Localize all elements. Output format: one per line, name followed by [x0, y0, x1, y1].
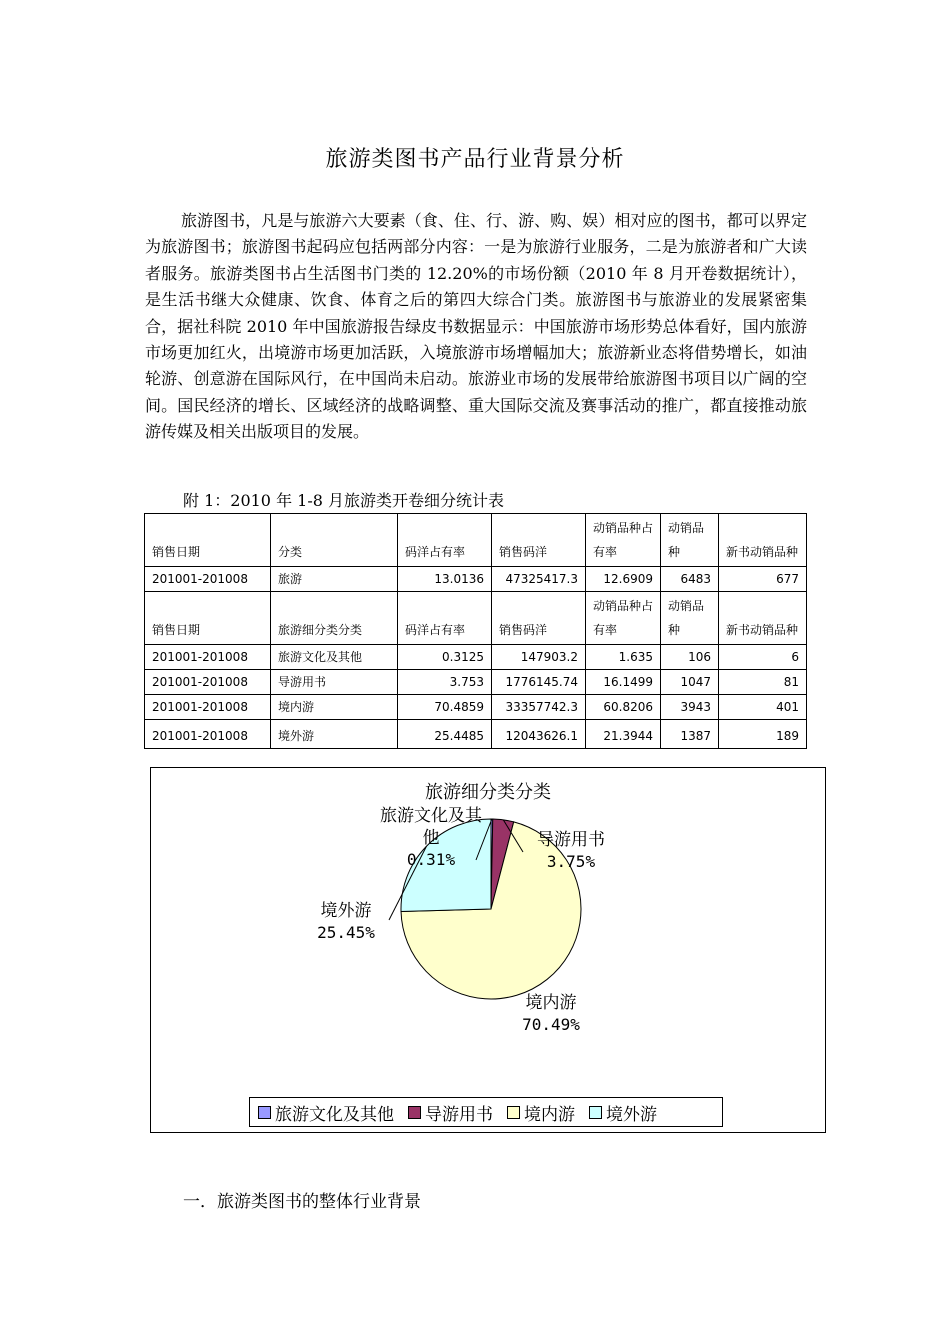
table-caption: 附 1：2010 年 1-8 月旅游类开卷细分统计表: [183, 491, 505, 510]
table-cell: 60.8206: [586, 695, 661, 720]
table-cell: 12043626.1: [492, 720, 586, 749]
table-cell: 81: [719, 670, 807, 695]
table-cell: 201001-201008: [145, 645, 271, 670]
table-cell: 1047: [661, 670, 719, 695]
data-label-culture-value: 0.31%: [406, 850, 456, 869]
legend-swatch: [589, 1106, 602, 1119]
data-label-abroad-value: 25.45%: [317, 923, 375, 942]
legend-swatch: [507, 1106, 520, 1119]
table-cell: 境外游: [271, 720, 398, 749]
header-cell: 销售码洋: [492, 514, 586, 567]
table-cell: 21.3944: [586, 720, 661, 749]
legend-label: 境内游: [524, 1104, 575, 1125]
chart-legend: [249, 1097, 723, 1127]
header-cell: 动销品种占有率: [586, 592, 661, 645]
intro-paragraph: 旅游图书，凡是与旅游六大要素（食、住、行、游、购、娱）相对应的图书，都可以界定为旅游图书；旅游图书起码应包括两部分内容：一是为旅游行业服务，二是为旅游者和广大读者服务。旅游类图书占生活图书门类的 12.20%的市场份额（2010 年 8 月开卷数据统计），是生活书继大众健康、饮食、体育之后的第四大综合门类。旅游图书与旅游业的发展紧密集合，据社科院 2010 年中国旅游报告绿皮书数据显示：中国旅游市场形势总体看好，国内旅游市场更加红火，出境游市场更加活跃，入境旅游市场增幅加大；旅游新业态将借势增长，如油轮游、创意游在国际风行，在中国尚未启动。旅游业市场的发展带给旅游图书项目以广阔的空间。国民经济的增长、区域经济的战略调整、重大国际交流及赛事活动的推广，都直接推动旅游传媒及相关出版项目的发展。: [145, 211, 807, 442]
legend-item: [507, 1100, 575, 1125]
stats-table: [144, 513, 807, 749]
table-cell: 147903.2: [492, 645, 586, 670]
data-label-culture-name-cont: 他: [422, 828, 440, 848]
header-cell: 码洋占有率: [398, 514, 492, 567]
table-cell: 6: [719, 645, 807, 670]
table-cell: 33357742.3: [492, 695, 586, 720]
legend-item: [258, 1100, 394, 1125]
header-cell: 动销品种占有率: [586, 514, 661, 567]
table-cell: 201001-201008: [145, 695, 271, 720]
table-cell: 25.4485: [398, 720, 492, 749]
legend-swatch: [408, 1106, 421, 1119]
table-row: [145, 567, 807, 592]
legend-label: 旅游文化及其他: [275, 1104, 394, 1125]
table-cell: 201001-201008: [145, 720, 271, 749]
table-cell: 0.3125: [398, 645, 492, 670]
data-label-guide-name: 导游用书: [537, 830, 605, 850]
table-row: [145, 645, 807, 670]
data-label-abroad: [306, 900, 386, 944]
table-cell: 境内游: [271, 695, 398, 720]
data-label-guide: [516, 829, 626, 873]
data-label-domestic-name: 境内游: [525, 993, 577, 1013]
legend-label: 境外游: [606, 1104, 657, 1125]
data-label-culture-name: 旅游文化及其: [380, 806, 482, 826]
table-cell: 70.4859: [398, 695, 492, 720]
table-row: [145, 720, 807, 749]
data-label-domestic: [511, 992, 591, 1036]
table-row: [145, 695, 807, 720]
table-cell: 1387: [661, 720, 719, 749]
table-cell: 13.0136: [398, 567, 492, 592]
header-cell: 动销品种: [661, 514, 719, 567]
data-label-abroad-name: 境外游: [320, 901, 372, 921]
table-cell: 1.635: [586, 645, 661, 670]
table-cell: 6483: [661, 567, 719, 592]
table-cell: 导游用书: [271, 670, 398, 695]
header-cell: 码洋占有率: [398, 592, 492, 645]
table-header-row: [145, 514, 807, 567]
legend-item: [408, 1100, 493, 1125]
section-heading: 一．旅游类图书的整体行业背景: [183, 1192, 421, 1212]
header-cell: 销售日期: [145, 514, 271, 567]
legend-label: 导游用书: [425, 1104, 493, 1125]
table-cell: 1776145.74: [492, 670, 586, 695]
table-cell: 旅游: [271, 567, 398, 592]
header-cell: 旅游细分类分类: [271, 592, 398, 645]
legend-item: [589, 1100, 657, 1125]
table-cell: 401: [719, 695, 807, 720]
table-cell: 201001-201008: [145, 567, 271, 592]
table-cell: 12.6909: [586, 567, 661, 592]
legend-swatch: [258, 1106, 271, 1119]
page-title: 旅游类图书产品行业背景分析: [325, 147, 625, 172]
chart-title: 旅游细分类分类: [425, 782, 551, 803]
header-cell: 销售码洋: [492, 592, 586, 645]
table-cell: 旅游文化及其他: [271, 645, 398, 670]
table-cell: 189: [719, 720, 807, 749]
data-label-guide-value: 3.75%: [546, 852, 596, 871]
data-label-culture: [356, 805, 506, 871]
header-cell: 分类: [271, 514, 398, 567]
header-cell: 销售日期: [145, 592, 271, 645]
header-cell: 动销品种: [661, 592, 719, 645]
table-cell: 106: [661, 645, 719, 670]
table-cell: 47325417.3: [492, 567, 586, 592]
table-header-row: [145, 592, 807, 645]
table-cell: 3943: [661, 695, 719, 720]
table-row: [145, 670, 807, 695]
table-cell: 677: [719, 567, 807, 592]
header-cell: 新书动销品种: [719, 592, 807, 645]
table-cell: 16.1499: [586, 670, 661, 695]
header-cell: 新书动销品种: [719, 514, 807, 567]
table-cell: 201001-201008: [145, 670, 271, 695]
pie-chart: [150, 767, 826, 1133]
data-label-domestic-value: 70.49%: [522, 1015, 580, 1034]
table-cell: 3.753: [398, 670, 492, 695]
